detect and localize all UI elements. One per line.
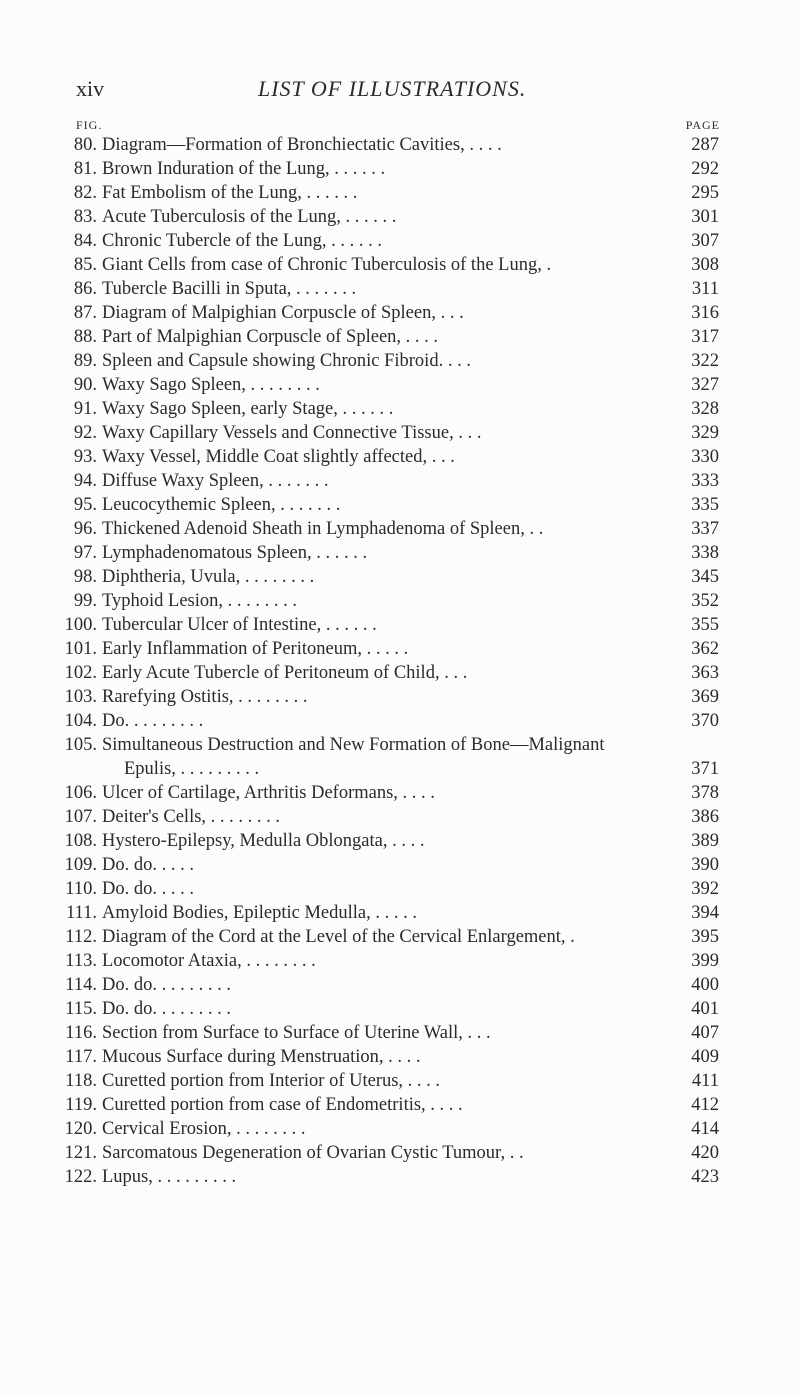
page-reference: 317: [691, 327, 719, 347]
figure-number: 119.: [65, 1095, 97, 1115]
page-reference: 337: [691, 519, 719, 539]
list-item: [0, 1021, 800, 1045]
figure-number: 106.: [64, 783, 97, 803]
list-item: [0, 661, 800, 685]
page-reference: 311: [691, 279, 719, 299]
page-reference: 316: [691, 303, 719, 323]
page-reference: 295: [691, 183, 719, 203]
page-reference: 369: [691, 687, 719, 707]
page-reference: 423: [691, 1167, 719, 1187]
figure-number: 82.: [73, 183, 97, 203]
figure-title: [102, 781, 435, 805]
figure-number: 97.: [73, 543, 97, 563]
figure-title: [102, 589, 297, 613]
list-item: [0, 733, 800, 781]
figure-title: [102, 877, 194, 901]
figure-number: 84.: [73, 231, 97, 251]
figure-number: 96.: [73, 519, 97, 539]
page-reference: 407: [691, 1023, 719, 1043]
figure-title-text: Early Acute Tubercle of Peritoneum of Child, . . .: [102, 663, 468, 683]
figure-number: 111.: [65, 903, 97, 923]
figure-number: 88.: [73, 327, 97, 347]
figure-title-text: Deiter's Cells, . . . . . . . .: [102, 807, 281, 827]
figure-title-text: Diagram of Malpighian Corpuscle of Spleen, . . .: [102, 303, 464, 323]
figure-number: 107.: [64, 807, 97, 827]
figure-number: 102.: [64, 663, 97, 683]
figure-title-text: Waxy Sago Spleen, . . . . . . . .: [102, 375, 320, 395]
figure-title-text: Cervical Erosion, . . . . . . . .: [102, 1119, 306, 1139]
figure-number: 116.: [65, 1023, 97, 1043]
figure-number: 81.: [73, 159, 97, 179]
list-item: [0, 181, 800, 205]
figure-number: 90.: [73, 375, 97, 395]
figure-title-text: Typhoid Lesion, . . . . . . . .: [102, 591, 297, 611]
page-reference: 420: [691, 1143, 719, 1163]
page-reference: 307: [691, 231, 719, 251]
figure-title: [102, 469, 328, 493]
list-item: [0, 301, 800, 325]
list-item: [0, 805, 800, 829]
page-reference: 345: [691, 567, 719, 587]
page-reference: 355: [691, 615, 719, 635]
list-item: [0, 157, 800, 181]
figure-number: 110.: [65, 879, 97, 899]
figure-title: [102, 1165, 236, 1189]
fig-column-heading: FIG.: [76, 118, 103, 132]
list-item: [0, 133, 800, 157]
figure-title: [102, 229, 382, 253]
figure-number: 114.: [65, 975, 97, 995]
figure-title: [102, 1141, 524, 1165]
figure-title: [102, 901, 417, 925]
figure-title: [102, 1093, 463, 1117]
figure-title: [102, 1045, 421, 1069]
figure-title-text: Hystero-Epilepsy, Medulla Oblongata, . . . .: [102, 831, 425, 851]
list-item: [0, 205, 800, 229]
page-reference: 292: [691, 159, 719, 179]
figure-title-text: Diffuse Waxy Spleen, . . . . . . .: [102, 471, 329, 491]
figure-title: [102, 805, 280, 829]
figure-title: [102, 373, 320, 397]
figure-title-text: Sarcomatous Degeneration of Ovarian Cystic Tumour, . .: [102, 1143, 524, 1163]
figure-title-text: Giant Cells from case of Chronic Tuberculosis of the Lung, .: [102, 255, 552, 275]
figure-number: 93.: [73, 447, 97, 467]
figure-title-text: Do. do. . . . .: [102, 879, 194, 899]
figure-number: 104.: [64, 711, 97, 731]
list-item: [0, 589, 800, 613]
page-reference: 327: [691, 375, 719, 395]
figure-title-text: Section from Surface to Surface of Uterine Wall, . . .: [102, 1023, 491, 1043]
list-item: [0, 1141, 800, 1165]
figure-number: 115.: [65, 999, 97, 1019]
page-reference: 338: [691, 543, 719, 563]
figure-title: [102, 565, 314, 589]
figure-title-text: Diphtheria, Uvula, . . . . . . . .: [102, 567, 315, 587]
figure-title: [102, 685, 308, 709]
page-reference: 392: [691, 879, 719, 899]
figure-number: 95.: [73, 495, 97, 515]
figure-number: 117.: [65, 1047, 97, 1067]
figure-title-text: Do. do. . . . .: [102, 855, 194, 875]
figure-title: [102, 1117, 305, 1141]
figure-title-text: Spleen and Capsule showing Chronic Fibroid. . . .: [102, 351, 471, 371]
figure-title-text: Simultaneous Destruction and New Formation of Bone—Malignant: [102, 735, 605, 755]
figure-title: [102, 661, 467, 685]
list-item: [0, 709, 800, 733]
list-item: [0, 613, 800, 637]
figure-number: 99.: [73, 591, 97, 611]
figure-title: [102, 205, 396, 229]
list-item: [0, 1069, 800, 1093]
figure-title: [102, 301, 464, 325]
list-item: [0, 397, 800, 421]
figure-number: 108.: [64, 831, 97, 851]
figure-number: 91.: [73, 399, 97, 419]
figure-number: 85.: [73, 255, 97, 275]
page-reference: 414: [691, 1119, 719, 1139]
list-item: [0, 1045, 800, 1069]
figure-title-text: Mucous Surface during Menstruation, . . . .: [102, 1047, 421, 1067]
list-item: [0, 997, 800, 1021]
page-reference: 330: [691, 447, 719, 467]
figure-title: [102, 613, 377, 637]
figure-title: [102, 325, 438, 349]
figure-title-text: Acute Tuberculosis of the Lung, . . . . . .: [102, 207, 397, 227]
figure-title-text: Do. do. . . . . . . . .: [102, 975, 231, 995]
page-reference: 363: [691, 663, 719, 683]
figure-number: 105.: [64, 735, 97, 755]
list-item: [0, 469, 800, 493]
list-item: [0, 1117, 800, 1141]
figure-title-text: Locomotor Ataxia, . . . . . . . .: [102, 951, 316, 971]
figure-number: 118.: [65, 1071, 97, 1091]
figure-title-text: Lymphadenomatous Spleen, . . . . . .: [102, 543, 368, 563]
figure-title-text: Curetted portion from Interior of Uterus, . . . .: [102, 1071, 441, 1091]
list-item: [0, 973, 800, 997]
list-item: [0, 781, 800, 805]
list-item: [0, 949, 800, 973]
figure-number: 92.: [73, 423, 97, 443]
figure-title-text: Thickened Adenoid Sheath in Lymphadenoma of Spleen, . .: [102, 519, 544, 539]
page-reference: 287: [691, 135, 719, 155]
figure-title: [102, 973, 231, 997]
page-reference: 335: [691, 495, 719, 515]
figure-title-text: Brown Induration of the Lung, . . . . . .: [102, 159, 386, 179]
figure-title: [102, 541, 367, 565]
figure-title: [102, 1069, 440, 1093]
figure-title: [102, 181, 357, 205]
page-reference: 329: [691, 423, 719, 443]
page-reference: 371: [691, 759, 719, 779]
figure-title-text: Rarefying Ostitis, . . . . . . . .: [102, 687, 308, 707]
figure-title: [102, 397, 393, 421]
page-reference: 362: [691, 639, 719, 659]
figure-number: 83.: [73, 207, 97, 227]
figure-title-text: Waxy Capillary Vessels and Connective Tissue, . . .: [102, 423, 482, 443]
figure-title-text: Ulcer of Cartilage, Arthritis Deformans, . . . .: [102, 783, 435, 803]
figure-title: [102, 925, 575, 949]
page-reference: 400: [691, 975, 719, 995]
figure-title: [102, 733, 605, 781]
page-number: xiv: [76, 76, 105, 101]
list-item: [0, 373, 800, 397]
page-reference: 308: [691, 255, 719, 275]
list-item: [0, 685, 800, 709]
list-item: [0, 325, 800, 349]
figure-title-text: Diagram of the Cord at the Level of the Cervical Enlargement, .: [102, 927, 575, 947]
figure-title: [102, 997, 231, 1021]
figure-title-text: Fat Embolism of the Lung, . . . . . .: [102, 183, 358, 203]
figure-title-text: Do. . . . . . . . .: [102, 711, 204, 731]
figure-title-text: Do. do. . . . . . . . .: [102, 999, 231, 1019]
list-item: [0, 877, 800, 901]
page-reference: 411: [691, 1071, 719, 1091]
figure-title: [102, 253, 551, 277]
figure-number: 98.: [73, 567, 97, 587]
page-reference: 301: [691, 207, 719, 227]
figure-number: 87.: [73, 303, 97, 323]
page-reference: 378: [691, 783, 719, 803]
figure-number: 94.: [73, 471, 97, 491]
list-item: [0, 277, 800, 301]
figure-number: 120.: [64, 1119, 97, 1139]
list-item: [0, 1093, 800, 1117]
figure-title-text: Amyloid Bodies, Epileptic Medulla, . . . . .: [102, 903, 417, 923]
figure-title: [102, 637, 408, 661]
figure-number: 121.: [64, 1143, 97, 1163]
page-reference: 394: [691, 903, 719, 923]
figure-title: [102, 157, 385, 181]
figure-number: 103.: [64, 687, 97, 707]
list-item: [0, 229, 800, 253]
figure-number: 101.: [64, 639, 97, 659]
page-reference: 395: [691, 927, 719, 947]
page-reference: 390: [691, 855, 719, 875]
figure-number: 89.: [73, 351, 97, 371]
list-item: [0, 253, 800, 277]
page-reference: 333: [691, 471, 719, 491]
figure-title-text: Waxy Sago Spleen, early Stage, . . . . . .: [102, 399, 394, 419]
figure-title: [102, 829, 425, 853]
figure-title-text: Leucocythemic Spleen, . . . . . . .: [102, 495, 341, 515]
page-reference: 409: [691, 1047, 719, 1067]
figure-number: 122.: [64, 1167, 97, 1187]
figure-title-text: Chronic Tubercle of the Lung, . . . . . .: [102, 231, 383, 251]
figure-title: [102, 853, 194, 877]
figure-title-text: Part of Malpighian Corpuscle of Spleen, . . . .: [102, 327, 439, 347]
page-reference: 322: [691, 351, 719, 371]
list-item: [0, 493, 800, 517]
list-item: [0, 829, 800, 853]
page-reference: 389: [691, 831, 719, 851]
figure-number: 86.: [73, 279, 97, 299]
list-item: [0, 421, 800, 445]
figure-title-text: Tubercular Ulcer of Intestine, . . . . . .: [102, 615, 377, 635]
page-reference: 412: [691, 1095, 719, 1115]
figure-title: [102, 493, 340, 517]
list-item: [0, 565, 800, 589]
figure-title-text: Tubercle Bacilli in Sputa, . . . . . . .: [102, 279, 357, 299]
page-reference: 328: [691, 399, 719, 419]
list-item: [0, 853, 800, 877]
list-item: [0, 1165, 800, 1189]
illustration-list: [0, 133, 800, 1189]
figure-title: [102, 949, 316, 973]
figure-title: [102, 133, 502, 157]
page-column-heading: PAGE: [685, 118, 720, 132]
page-reference: 386: [691, 807, 719, 827]
figure-number: 113.: [65, 951, 97, 971]
figure-title-text: Diagram—Formation of Bronchiectatic Cavities, . . . .: [102, 135, 502, 155]
list-item: [0, 445, 800, 469]
page-reference: 399: [691, 951, 719, 971]
figure-title: [102, 709, 203, 733]
figure-title-text: Early Inflammation of Peritoneum, . . . . .: [102, 639, 409, 659]
page-reference: 352: [691, 591, 719, 611]
list-item: [0, 349, 800, 373]
figure-title: [102, 517, 543, 541]
figure-title-text: Curetted portion from case of Endometritis, . . . .: [102, 1095, 463, 1115]
list-item: [0, 901, 800, 925]
list-item: [0, 925, 800, 949]
figure-title: [102, 349, 471, 373]
figure-number: 100.: [64, 615, 97, 635]
figure-number: 109.: [64, 855, 97, 875]
figure-title-text: Lupus, . . . . . . . . .: [102, 1167, 237, 1187]
page-reference: 370: [691, 711, 719, 731]
figure-title-text: Waxy Vessel, Middle Coat slightly affected, . . .: [102, 447, 455, 467]
figure-title: [102, 421, 481, 445]
figure-title-continuation: Epulis, . . . . . . . . .: [124, 759, 260, 779]
figure-number: 112.: [65, 927, 97, 947]
figure-title: [102, 277, 356, 301]
list-item: [0, 637, 800, 661]
list-item: [0, 517, 800, 541]
figure-title: [102, 1021, 491, 1045]
page-reference: 401: [691, 999, 719, 1019]
list-item: [0, 541, 800, 565]
running-title: LIST OF ILLUSTRATIONS.: [258, 76, 527, 101]
page-header: [0, 76, 800, 106]
figure-number: 80.: [73, 135, 97, 155]
figure-title: [102, 445, 455, 469]
